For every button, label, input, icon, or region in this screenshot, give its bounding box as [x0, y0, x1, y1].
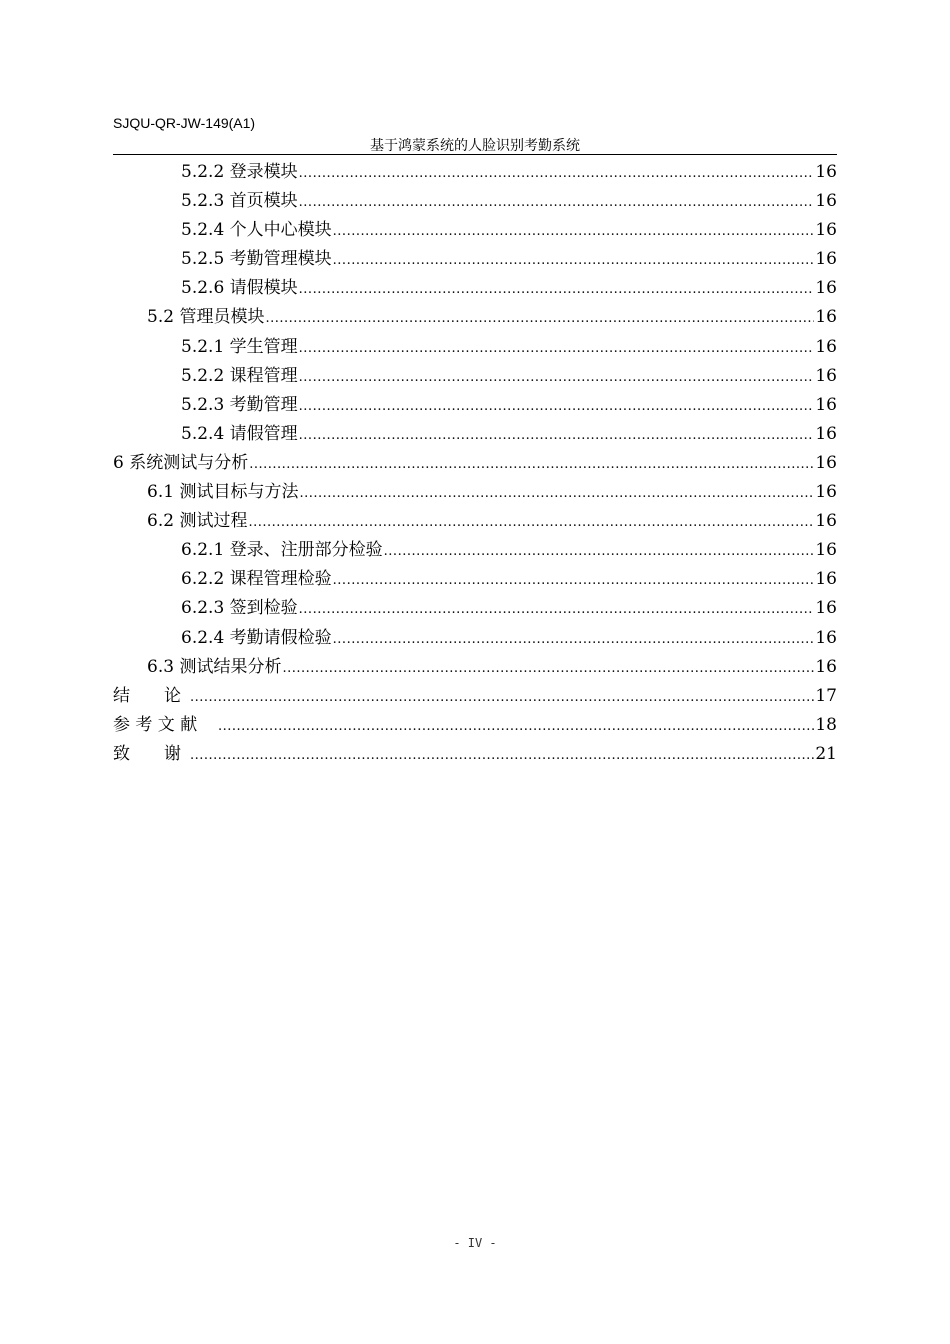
toc-entry[interactable] [113, 420, 837, 449]
toc-dot-leader [190, 683, 814, 711]
toc-dot-leader [333, 566, 815, 594]
toc-entry-page: 16 [815, 627, 837, 648]
toc-entry-page: 16 [815, 540, 837, 561]
toc-entry-page: 16 [815, 162, 837, 182]
toc-entry-title: 结 论 [113, 685, 181, 706]
toc-entry-page: 16 [815, 191, 837, 212]
toc-entry-page: 16 [815, 307, 837, 328]
toc-entry-title: 5.2.6 请假模块 [181, 278, 298, 299]
toc-entry-title: 6.2 测试过程 [147, 511, 248, 532]
toc-entry[interactable] [113, 391, 837, 420]
toc-entry-title: 参 考 文 献 [113, 714, 198, 735]
toc-entry[interactable] [113, 740, 837, 769]
toc-entry-page: 16 [815, 482, 837, 503]
page-number: - IV - [453, 1236, 497, 1250]
toc-dot-leader [299, 392, 815, 420]
toc-dot-leader [384, 537, 815, 565]
toc-entry[interactable] [113, 303, 837, 332]
toc-entry-title: 6.3 测试结果分析 [147, 656, 282, 677]
toc-entry-title: 5.2.3 考勤管理 [181, 394, 298, 415]
toc-entry-page: 16 [815, 278, 837, 299]
toc-dot-leader [282, 654, 814, 682]
toc-entry[interactable] [113, 187, 837, 216]
toc-entry-title: 6.1 测试目标与方法 [147, 482, 299, 503]
toc-dot-leader [333, 625, 815, 653]
toc-dot-leader [299, 334, 815, 362]
toc-entry-title: 5.2.2 课程管理 [181, 365, 298, 386]
toc-entry-title: 6.2.4 考勤请假检验 [181, 627, 332, 648]
toc-dot-leader [190, 741, 814, 769]
toc-entry-page: 16 [815, 336, 837, 357]
toc-dot-leader [299, 275, 815, 303]
header-title: 基于鸿蒙系统的人脸识别考勤系统 [370, 138, 580, 154]
toc-dot-leader [265, 304, 814, 332]
toc-entry-title: 5.2.3 首页模块 [181, 191, 298, 212]
toc-entry[interactable] [113, 449, 837, 478]
toc-entry-page: 16 [815, 452, 837, 473]
toc-entry-title: 5.2.5 考勤管理模块 [181, 249, 332, 270]
toc-entry-title: 5.2 管理员模块 [147, 307, 265, 328]
toc-entry-title: 6.2.1 登录、注册部分检验 [181, 540, 383, 561]
toc-dot-leader [299, 159, 815, 187]
toc-entry-page: 16 [815, 365, 837, 386]
toc-entry[interactable] [113, 536, 837, 565]
toc-entry-title: 6.2.2 课程管理检验 [181, 569, 332, 590]
document-code: SJQU-QR-JW-149(A1) [113, 115, 256, 131]
toc-entry[interactable] [113, 333, 837, 362]
table-of-contents [113, 158, 837, 769]
toc-entry[interactable] [113, 594, 837, 623]
toc-entry-page: 16 [815, 394, 837, 415]
toc-entry-page: 16 [815, 656, 837, 677]
toc-dot-leader [333, 246, 815, 274]
toc-entry[interactable] [113, 245, 837, 274]
toc-entry-page: 18 [815, 714, 837, 735]
toc-entry[interactable] [113, 216, 837, 245]
toc-dot-leader [299, 595, 815, 623]
toc-entry[interactable] [113, 478, 837, 507]
toc-entry-title: 5.2.4 请假管理 [181, 423, 298, 444]
toc-entry[interactable] [113, 711, 837, 740]
toc-entry-title: 6.2.3 签到检验 [181, 598, 298, 619]
header-divider [113, 154, 837, 155]
toc-dot-leader [218, 712, 814, 740]
toc-dot-leader [299, 421, 815, 449]
toc-dot-leader [249, 450, 814, 478]
toc-entry[interactable] [113, 653, 837, 682]
toc-dot-leader [248, 508, 814, 536]
toc-entry-page: 17 [815, 685, 837, 706]
toc-entry-title: 5.2.1 学生管理 [181, 336, 298, 357]
toc-entry[interactable] [113, 274, 837, 303]
toc-entry-page: 16 [815, 220, 837, 241]
toc-entry[interactable] [113, 624, 837, 653]
toc-entry-title: 5.2.4 个人中心模块 [181, 220, 332, 241]
toc-dot-leader [333, 217, 815, 245]
toc-entry[interactable] [113, 682, 837, 711]
toc-entry-title: 6 系统测试与分析 [113, 452, 249, 473]
toc-entry[interactable] [113, 158, 837, 187]
toc-entry-title: 致 谢 [113, 743, 181, 764]
toc-entry[interactable] [113, 362, 837, 391]
toc-dot-leader [299, 479, 814, 507]
toc-entry-title: 5.2.2 登录模块 [181, 162, 298, 182]
toc-entry-page: 16 [815, 249, 837, 270]
toc-dot-leader [299, 188, 815, 216]
toc-dot-leader [299, 363, 815, 391]
toc-entry[interactable] [113, 507, 837, 536]
toc-entry-page: 21 [815, 743, 837, 764]
toc-entry-page: 16 [815, 569, 837, 590]
toc-entry[interactable] [113, 565, 837, 594]
toc-entry-page: 16 [815, 511, 837, 532]
toc-entry-page: 16 [815, 423, 837, 444]
toc-entry-page: 16 [815, 598, 837, 619]
